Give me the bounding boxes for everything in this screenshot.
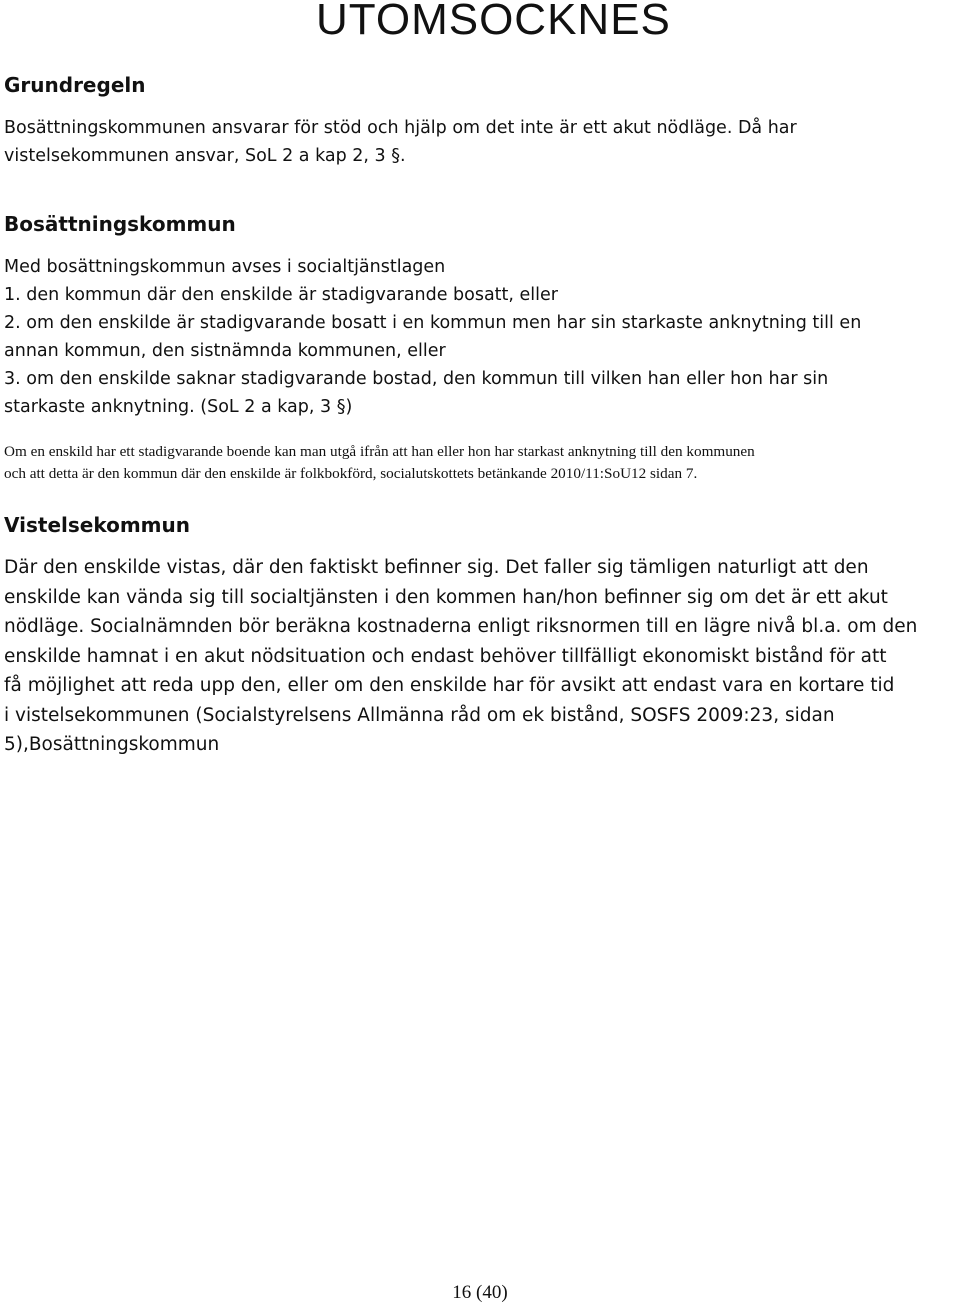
heading-vistelsekommun: Vistelsekommun: [4, 513, 190, 537]
list-item: 1. den kommun där den enskilde är stadigvarande bosatt, eller: [4, 285, 558, 305]
list-item: 2. om den enskilde är stadigvarande bosatt i en kommun men har sin starkaste anknytning till en: [4, 313, 862, 333]
page-number: 16 (40): [452, 1282, 508, 1303]
text-line: Med bosättningskommun avses i socialtjänstlagen: [4, 257, 446, 277]
text-line: Om en enskild har ett stadigvarande boende kan man utgå ifrån att han eller hon har starkast anknytning till den kommunen: [4, 443, 755, 460]
text-line: och att detta är den kommun där den enskilde är folkbokförd, socialutskottets betänkande 2010/11:SoU12 sidan 7.: [4, 465, 698, 482]
heading-bosattningskommun: Bosättningskommun: [4, 212, 236, 236]
text-line: enskilde hamnat i en akut nödsituation och endast behöver tillfälligt ekonomiskt bistånd för att: [4, 645, 887, 667]
text-line: starkaste anknytning. (SoL 2 a kap, 3 §): [4, 397, 353, 417]
paragraph-bosattningskommun: [4, 253, 861, 421]
text-line: nödläge. Socialnämnden bör beräkna kostnaderna enligt riksnormen till en lägre nivå bl.a. om den: [4, 616, 918, 637]
text-line: i vistelsekommunen (Socialstyrelsens Allmänna råd om ek bistånd, SOSFS 2009:23, sidan: [4, 704, 835, 726]
text-line: enskilde kan vända sig till socialtjänsten i den kommen han/hon befinner sig om det är ett akut: [4, 586, 888, 608]
paragraph-grundregeln: [4, 114, 797, 170]
heading-grundregeln: Grundregeln: [4, 73, 146, 97]
text-line: Bosättningskommunen ansvarar för stöd och hjälp om det inte är ett akut nödläge. Då har: [4, 118, 797, 138]
paragraph-vistelsekommun: [4, 553, 917, 760]
note-paragraph: [4, 441, 956, 485]
text-line: få möjlighet att reda upp den, eller om den enskilde har för avsikt att endast vara en kortare tid: [4, 675, 895, 696]
list-item: 3. om den enskilde saknar stadigvarande bostad, den kommun till vilken han eller hon har sin: [4, 369, 829, 389]
text-line: vistelsekommunen ansvar, SoL 2 a kap 2, 3 §.: [4, 146, 406, 166]
page-title: UTOMSOCKNES: [316, 0, 671, 44]
text-line: Där den enskilde vistas, där den faktiskt befinner sig. Det faller sig tämligen naturligt att den: [4, 557, 869, 578]
text-line: 5),Bosättningskommun: [4, 734, 220, 755]
text-line: annan kommun, den sistnämnda kommunen, eller: [4, 341, 446, 361]
